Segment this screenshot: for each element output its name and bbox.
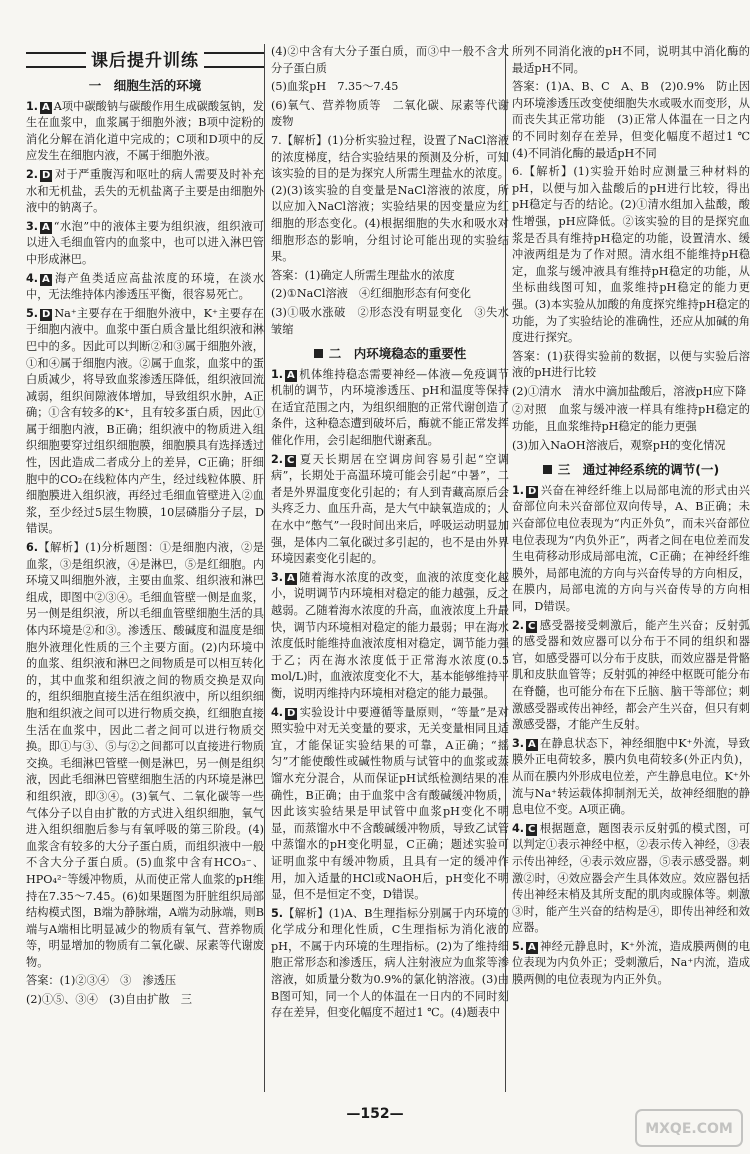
answer-letter-badge: A (42, 273, 50, 285)
section-title-text: 一 细胞生活的环境 (88, 78, 202, 93)
answer-text: Na⁺主要存在于细胞外液中，K⁺主要存在于细胞内液中。血浆中蛋白质含量比组织液和淋巴中的多。因此可以判断②和③属于细胞外液，①和④属于细胞内液。②属于血浆，血浆中的蛋白质减少，将导致血浆渗透压降低，组织液回流减弱，组织间隙液体增加，导致组织水肿，A正确；①含有较多的K⁺，且有较多蛋白质，因此①属于细胞内液，B正确；组织液中的物质进入组织细胞要穿过组织细胞膜，细胞膜具有选择透过性，因此造成二者成分上的差异，C正确；肝细胞中的CO₂在线粒体内产生，经过线粒体膜、肝细胞膜进入组织液，再经过毛细血管壁进入②血浆，至少经过5层生物膜，10层磷脂分子层，D错误。 (26, 306, 265, 536)
answer-text: 实验设计中要遵循等量原则，“等量”是对照实验中对无关变量的要求，无关变量相同且适宜，才能保证实验结果的可靠，A正确；“摇匀”才能使酸性或碱性物质与试管中的血浆或蒸馏水充分混合，从而保证pH试纸检测结果的准确性，B正确；由于血浆中含有酸碱缓冲物质，因此该实验结果是甲试管中血浆pH变化不明显，而蒸馏水中不含酸碱缓冲物质，导致乙试管中蒸馏水的pH变化明显，C正确；题述实验可证明血浆中有缓冲物质，且具有一定的缓冲作用，加入适量的HCl或NaOH后，pH变化不明显，但不是恒定不变，D错误。 (271, 705, 509, 902)
answer-text: 根据题意，题图表示反射弧的模式图，可以判定①表示神经中枢，②表示传入神经，③表示传出神经，④表示效应器，⑤表示感受器。刺激②时，④效应器会产生具体效应。效应器包括传出神经末梢及其所支配的肌肉或腺体等。刺激③时，能产生兴奋的结构是④，即传出神经和效应器。 (512, 821, 750, 935)
list-item (512, 79, 750, 162)
list-item (512, 44, 750, 77)
list-item (271, 268, 509, 285)
list-item (271, 133, 509, 266)
answer-list (271, 44, 509, 338)
answer-letter-badge: C (528, 620, 536, 632)
answer-letter-badge: A (528, 941, 536, 953)
list-item (26, 992, 264, 1009)
answer-text: 答案：(1)A、B、C A、B (2)0.9% 防止因内环境渗透压改变使细胞失水或吸水而变形，从而丧失其正常功能 (3)正常人体温在一日之内的不同时刻存在差异，但变化幅度不超过1 ℃ (4)不同消化酶的最适pH不同 (512, 80, 750, 160)
list-item (26, 271, 264, 304)
question-number: 3. (26, 219, 39, 233)
question-number: 1. (271, 367, 284, 381)
list-item (26, 973, 264, 990)
answer-text: A项中碳酸钠与碳酸作用生成碳酸氢钠，发生在血浆中，血浆属于细胞外液；B项中淀粉的消化分解在消化道中完成的；C项和D项中的反应发生在细胞内液，不属于细胞外液。 (26, 99, 264, 163)
question-number: 5. (26, 306, 39, 320)
list-item (271, 452, 509, 568)
list-item (26, 167, 264, 217)
list-item (26, 540, 264, 971)
list-item (26, 219, 264, 269)
list-item (271, 286, 509, 303)
question-number: 4. (26, 271, 39, 285)
answer-text: 夏天长期居在空调房间容易引起“空调病”，长期处于高温环境可能会引起“中暑”，二者是外界温度变化引起的；有人到青藏高原后会头疼乏力、血压升高，是大气中缺氧造成的；人在水中“憋气”一段时间出来后，呼吸运动明显加强，是体内二氧化碳过多引起的，也不是由外界环境因素变化引起的。 (271, 452, 509, 566)
list-item (512, 736, 750, 819)
answer-text: (2)①NaCl溶液 ④红细胞形态有何变化 (271, 287, 471, 301)
answer-letter-badge: C (287, 454, 295, 466)
answer-letter-badge: C (528, 823, 536, 835)
answer-text: (5)血浆pH 7.35～7.45 (271, 80, 399, 94)
header-decor-right (204, 52, 264, 68)
answer-letter-badge: D (528, 485, 537, 497)
answer-text: 在静息状态下，神经细胞中K⁺外流，导致膜外正电荷较多，膜内负电荷较多(外正内负)，从而在膜内外形成电位差，产生静息电位。K⁺外流与Na⁺转运载体抑制剂无关，故神经细胞的静息电位不变。A项正确。 (512, 736, 750, 817)
answer-letter-badge: A (287, 369, 295, 381)
answer-text: (6)氧气、营养物质等 二氧化碳、尿素等代谢废物 (271, 98, 509, 129)
watermark-logo (634, 1106, 744, 1150)
list-item (271, 305, 509, 338)
answer-text: 兴奋在神经纤维上以局部电流的形式由兴奋部位向未兴奋部位双向传导，A、B正确；未兴奋部位电位表现为“内正外负”，而未兴奋部位电位表现为“内负外正”，两者之间在电位差而发生电荷移动形成局部电流，C正确；在神经纤维膜外，局部电流的方向与兴奋传导的方向相反，在膜内，局部电流的方向与兴奋传导的方向相同，D错误。 (512, 483, 750, 613)
answer-text: 答案：(1)确定人所需生理盐水的浓度 (271, 268, 455, 282)
question-number: 2. (271, 452, 284, 466)
list-item (512, 349, 750, 382)
list-item (512, 939, 750, 989)
column-1 (26, 74, 264, 1011)
answer-text: 随着海水浓度的改变，血液的浓度变化越小，说明调节内环境相对稳定的能力越强，反之越弱。乙随着海水浓度的升高，血液浓度上升最快，调节内环境相对稳定的能力最弱；甲在海水浓度低时能维持血液浓度相对稳定，调节能力强于乙；丙在海水浓度低于正常海水浓度(0.5 mol/L)时，血液浓度变化不大，基本能够维持平衡，说明丙维持内环境相对稳定的能力最强。 (271, 570, 509, 700)
answer-letter-badge: A (42, 221, 50, 233)
list-item (271, 705, 509, 904)
answer-text: ②对照 血浆与缓冲液一样具有维持pH稳定的功能，且血浆维持pH稳定的能力更强 (512, 403, 750, 434)
section-title-text: 三 通过神经系统的调节(一) (557, 462, 720, 478)
question-number: 5. (512, 939, 525, 953)
answer-text: (4)②中含有大分子蛋白质，而③中一般不含大分子蛋白质 (271, 45, 509, 75)
answer-letter-badge: D (287, 707, 296, 719)
answer-text: 6.【解析】(1)实验开始时应测量三种材料的pH，以便与加入盐酸后的pH进行比较，得出pH稳定与否的结论。(2)①清水组加入盐酸，酸性增强，pH应降低。②该实验的目的是探究血浆是否具有维持pH稳定的功能，设置清水、缓冲液两组是为了作对照。清水组不能维持pH稳定，血浆与缓冲液具有维持pH稳定的功能，从坐标曲线图可知，血浆维持pH稳定的能力更强。(3)本实验从加酸的角度探究维持pH稳定的功能，为了实验结论的准确性，还应从加碱的角度进行探究。 (512, 165, 750, 345)
answer-text: 神经元静息时，K⁺外流，造成膜两侧的电位表现为内负外正；受刺激后，Na⁺内流，造成膜两侧的电位表现为内正外负。 (512, 939, 750, 987)
answer-text: (3)加入NaOH溶液后，观察pH的变化情况 (512, 438, 726, 452)
answer-text: (2)①⑤、③④ (3)自由扩散 三 (26, 993, 192, 1007)
answer-list (271, 367, 509, 1022)
list-item (271, 570, 509, 703)
answer-text: 【解析】(1)A、B生理指标分别属于内环境的化学成分和理化性质，C生理指标为消化液的pH，不属于内环境的生理指标。(2)为了维持细胞正常形态和渗透压，病人注射液应为血浆等渗溶液，如质量分数为0.9%的氯化钠溶液。(3)由B图可知，同一个人的体温在一日内的不同时刻存在差异，但变化幅度不超过1 ℃。(4)题表中 (271, 906, 509, 1020)
answer-text: 所列不同消化液的pH不同，说明其中消化酶的最适pH不同。 (512, 45, 750, 75)
answer-letter-badge: A (528, 738, 536, 750)
question-number: 1. (26, 99, 39, 113)
section-marker-icon (543, 465, 552, 474)
section-title-text: 二 内环境稳态的重要性 (328, 346, 467, 362)
list-item (26, 99, 264, 165)
question-number: 4. (512, 821, 525, 835)
section-title (512, 462, 750, 479)
question-number: 2. (512, 618, 525, 632)
answer-text: 【解析】(1)分析题图：①是细胞内液，②是血浆，③是组织液，④是淋巴，⑤是红细胞。内环境又叫细胞外液，主要由血浆、组织液和淋巴组成，即图中②③④。毛细血管壁一侧是血浆，另一侧是组织液，所以毛细血管壁细胞生活的具体内环境是②和③。渗透压、酸碱度和温度是细胞外液理化性质的三个主要方面。(2)内环境中的血浆、组织液和淋巴之间物质是可以相互转化的，其中血浆和组织液之间的物质交换是双向的，组织细胞直接生活在组织液中，所以组织细胞和组织液之间可以进行物质交换，红细胞直接生活在血浆中，因此二者之间可以进行物质交换。即①与③、⑤与②之间都可以直接进行物质交换。毛细淋巴管壁一侧是淋巴，另一侧是组织液，因此毛细淋巴管壁细胞生活的内环境是淋巴和组织液，即③④。(3)氧气、二氧化碳等一些气体分子以自由扩散的方式进入组织细胞，氧气进入组织细胞后参与有氧呼吸的第三阶段。(4)血浆含有较多的大分子蛋白质，而组织液中一般不含大分子蛋白质。(5)血浆中含有HCO₃⁻、HPO₄²⁻等缓冲物质，从而使正常人血浆的pH维持在7.35～7.45。(6)如果题图为肝脏组织局部结构模式图，B端为静脉端，A端为动脉端，则B端与A端相比明显减少的物质有氧气、营养物质等，明显增加的物质有二氧化碳、尿素等代谢废物。 (26, 541, 264, 969)
list-item (512, 438, 750, 455)
list-item (512, 483, 750, 616)
list-item (271, 367, 509, 450)
answer-text: 感受器接受刺激后，能产生兴奋；反射弧的感受器和效应器可以分布于不同的组织和器官，如感受器可以分布于皮肤，而效应器是骨骼肌和皮肤血管等；反射弧的神经中枢既可能分布在脊髓，也可能分布在下丘脑、脑干等部位；刺激感受器或传出神经，都会产生兴奋，但只有刺激感受器，才能产生反射。 (512, 618, 750, 732)
list-item (512, 384, 750, 401)
list-item (512, 618, 750, 734)
question-number: 6. (26, 541, 39, 555)
list-item (271, 79, 509, 96)
answer-text: 机体维持稳态需要神经—体液—免疫调节机制的调节，内环境渗透压、pH和温度等保持在适宜范围之内，为组织细胞的正常代谢创造了条件，这种稳态遭到破坏后，酶就不能正常发挥催化作用，会引起细胞代谢紊乱。 (271, 367, 509, 448)
answer-text: 答案：(1)②③④ ③ 渗透压 (26, 974, 177, 988)
svg-text:MXQE.COM: MXQE.COM (645, 1121, 733, 1137)
column-2 (271, 44, 509, 1024)
question-number: 4. (271, 705, 284, 719)
answer-letter-badge: A (42, 101, 50, 113)
question-number: 1. (512, 483, 525, 497)
question-number: 3. (271, 570, 284, 584)
section-title (26, 78, 264, 95)
list-item (512, 164, 750, 347)
header-decor-left (26, 52, 86, 68)
column-3 (512, 44, 750, 991)
page-number: —152— (346, 1106, 404, 1122)
section-header (26, 44, 264, 72)
question-number: 5. (271, 906, 284, 920)
answer-letter-badge: D (42, 169, 51, 181)
list-item (512, 402, 750, 435)
list-item (271, 44, 509, 77)
answer-letter-badge: A (287, 572, 295, 584)
section-marker-icon (314, 349, 323, 358)
question-number: 3. (512, 736, 525, 750)
answer-text: “水泡”中的液体主要为组织液，组织液可以进入毛细血管内的血浆中，也可以进入淋巴管中形成淋巴。 (26, 219, 264, 266)
question-number: 2. (26, 167, 39, 181)
page-title: 课后提升训练 (91, 51, 199, 71)
column-divider (264, 44, 265, 1092)
list-item (271, 906, 509, 1022)
answer-list (26, 99, 264, 1009)
answer-text: 对于严重腹泻和呕吐的病人需要及时补充水和无机盐，丢失的无机盐离子主要是由细胞外液中的钠离子。 (26, 167, 264, 215)
answer-text: 海产鱼类适应高盐浓度的环境，在淡水中，无法维持体内渗透压平衡，很容易死亡。 (26, 271, 264, 302)
answer-list (512, 44, 750, 454)
answer-text: (2)①清水 清水中滴加盐酸后，溶液pH应下降 (512, 384, 747, 398)
answer-text: (3)①吸水涨破 ②形态没有明显变化 ③失水皱缩 (271, 305, 509, 336)
section-title (271, 346, 509, 363)
answer-text: 答案：(1)获得实验前的数据，以便与实验后溶液的pH进行比较 (512, 349, 750, 380)
answer-letter-badge: D (42, 308, 51, 320)
list-item (271, 98, 509, 131)
answer-list (512, 483, 750, 989)
list-item (512, 821, 750, 937)
list-item (26, 306, 264, 538)
answer-text: 7.【解析】(1)分析实验过程，设置了NaCl溶液的浓度梯度，结合实验结果的预测及分析，可知该实验的目的是为探究人所需生理盐水的浓度。(2)(3)该实验的自变量是NaCl溶液的浓度，所以应加入NaCl溶液；实验结果的因变量应为红细胞的形态变化。(4)根据细胞的失水和吸水对细胞形态的影响，分组讨论可能出现的实验结果。 (271, 133, 509, 264)
